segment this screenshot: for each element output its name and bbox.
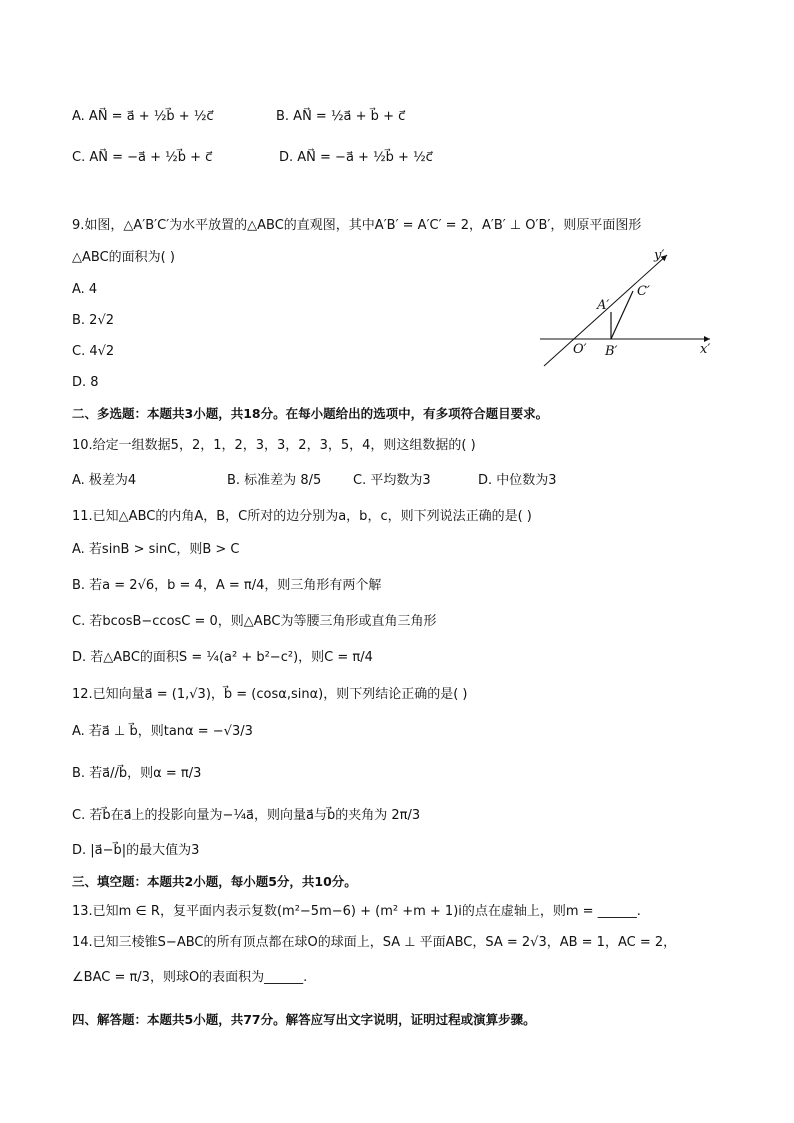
q9-stem-line2: △ABC的面积为( ): [72, 250, 175, 265]
label-a: A′: [597, 298, 610, 313]
q8-option-a: A. AN⃗ = a⃗ + ½b⃗ + ½c⃗: [72, 109, 214, 124]
q9-option-c: C. 4√2: [72, 344, 115, 359]
q14-stem-line1: 14.已知三棱锥S−ABC的所有顶点都在球O的球面上，SA ⊥ 平面ABC，SA = 2√3，AB = 1，AC = 2，: [72, 935, 677, 950]
label-o: O′: [573, 342, 587, 357]
q11-option-b: B. 若a = 2√6，b = 4，A = π/4，则三角形有两个解: [72, 578, 382, 593]
q13-stem: 13.已知m ∈ R，复平面内表示复数(m²−5m−6) + (m² +m + 1)i的点在虚轴上，则m = ______.: [72, 904, 641, 919]
label-y: y′: [654, 248, 665, 263]
q12-option-c: C. 若b⃗在a⃗上的投影向量为−¼a⃗，则向量a⃗与b⃗的夹角为 2π/3: [72, 808, 421, 823]
q10-option-c: C. 平均数为3: [353, 473, 431, 488]
q8-option-b: B. AN⃗ = ½a⃗ + b⃗ + c⃗: [276, 109, 406, 124]
label-x: x′: [700, 342, 711, 357]
q10-option-b: B. 标准差为 8/5: [227, 473, 322, 488]
q12-option-a: A. 若a⃗ ⊥ b⃗，则tanα = −√3/3: [72, 724, 253, 739]
q8-option-c: C. AN⃗ = −a⃗ + ½b⃗ + c⃗: [72, 150, 213, 165]
q9-figure: [530, 245, 720, 375]
q12-option-d: D. |a⃗−b⃗|的最大值为3: [72, 843, 200, 858]
q10-option-d: D. 中位数为3: [478, 473, 557, 488]
q8-option-d: D. AN⃗ = −a⃗ + ½b⃗ + ½c⃗: [279, 150, 433, 165]
q11-option-c: C. 若bcosB−ccosC = 0，则△ABC为等腰三角形或直角三角形: [72, 614, 437, 629]
q11-option-d: D. 若△ABC的面积S = ¼(a² + b²−c²)，则C = π/4: [72, 650, 373, 665]
section-4-heading: 四、解答题：本题共5小题，共77分。解答应写出文字说明，证明过程或演算步骤。: [72, 1012, 536, 1027]
label-c: C′: [637, 284, 650, 299]
q9-stem-line1: 9.如图，△A′B′C′为水平放置的△ABC的直观图，其中A′B′ = A′C′ = 2，A′B′ ⊥ O′B′，则原平面图形: [72, 218, 642, 233]
q9-option-b: B. 2√2: [72, 313, 115, 328]
q9-option-d: D. 8: [72, 375, 99, 390]
section-3-heading: 三、填空题：本题共2小题，每小题5分，共10分。: [72, 874, 357, 889]
q12-stem: 12.已知向量a⃗ = (1,√3)，b⃗ = (cosα,sinα)，则下列结论正确的是( ): [72, 687, 468, 702]
q10-stem: 10.给定一组数据5，2，1，2，3，3，2，3，5，4，则这组数据的( ): [72, 438, 476, 453]
q10-option-a: A. 极差为4: [72, 473, 137, 488]
q14-stem-line2: ∠BAC = π/3，则球O的表面积为______.: [72, 970, 308, 985]
section-2-heading: 二、多选题：本题共3小题，共18分。在每小题给出的选项中，有多项符合题目要求。: [72, 406, 549, 421]
q11-option-a: A. 若sinB > sinC，则B > C: [72, 542, 240, 557]
segment-b-c: [611, 291, 633, 339]
q12-option-b: B. 若a⃗//b⃗，则α = π/3: [72, 766, 202, 781]
q9-option-a: A. 4: [72, 282, 98, 297]
q11-stem: 11.已知△ABC的内角A，B，C所对的边分别为a，b，c，则下列说法正确的是( ): [72, 509, 532, 524]
label-b: B′: [605, 344, 618, 359]
